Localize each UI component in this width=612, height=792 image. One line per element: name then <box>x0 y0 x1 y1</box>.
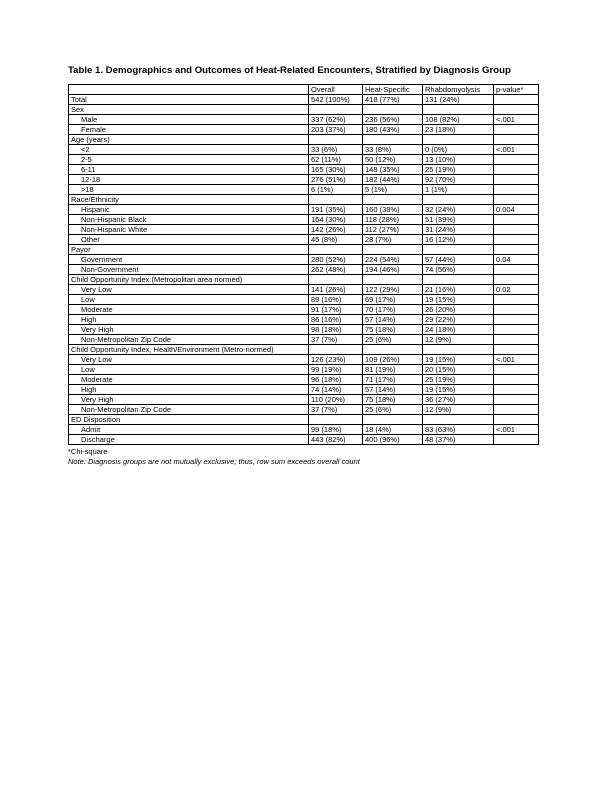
cell-rhabdomyolysis: 32 (24%) <box>423 205 494 215</box>
cell-rhabdomyolysis <box>423 195 494 205</box>
cell-p-value: 0.004 <box>494 205 539 215</box>
row-label: Non-Government <box>69 265 309 275</box>
cell-rhabdomyolysis: 131 (24%) <box>423 95 494 105</box>
table-row <box>69 285 539 295</box>
cell-overall: 91 (17%) <box>309 305 363 315</box>
cell-heat-specific <box>363 415 423 425</box>
row-label: Very High <box>69 395 309 405</box>
table-row <box>69 425 539 435</box>
column-header-label <box>69 85 309 95</box>
table-row <box>69 405 539 415</box>
cell-rhabdomyolysis <box>423 135 494 145</box>
row-label: Age (years) <box>69 135 309 145</box>
row-label: Low <box>69 295 309 305</box>
table-row <box>69 145 539 155</box>
table-section-row <box>69 95 539 105</box>
cell-p-value <box>494 345 539 355</box>
cell-p-value: 0.04 <box>494 255 539 265</box>
cell-p-value <box>494 375 539 385</box>
cell-p-value <box>494 185 539 195</box>
table-row <box>69 125 539 135</box>
cell-heat-specific: 224 (54%) <box>363 255 423 265</box>
cell-heat-specific: 112 (27%) <box>363 225 423 235</box>
row-label: 12-18 <box>69 175 309 185</box>
table-row <box>69 305 539 315</box>
cell-heat-specific: 109 (26%) <box>363 355 423 365</box>
table-row <box>69 205 539 215</box>
cell-heat-specific: 180 (43%) <box>363 125 423 135</box>
cell-heat-specific <box>363 135 423 145</box>
cell-rhabdomyolysis: 23 (18%) <box>423 125 494 135</box>
row-label: Non-Hispanic Black <box>69 215 309 225</box>
cell-p-value <box>494 315 539 325</box>
cell-overall: 99 (18%) <box>309 425 363 435</box>
row-label: Very Low <box>69 355 309 365</box>
cell-p-value <box>494 305 539 315</box>
cell-p-value: <.001 <box>494 355 539 365</box>
table-row <box>69 115 539 125</box>
row-label: Sex <box>69 105 309 115</box>
footnote-note: Note: Diagnosis groups are not mutually exclusive; thus, row sum exceeds overall count <box>68 456 360 466</box>
cell-overall <box>309 345 363 355</box>
cell-p-value <box>494 415 539 425</box>
cell-heat-specific <box>363 105 423 115</box>
row-label: Other <box>69 235 309 245</box>
cell-p-value <box>494 295 539 305</box>
table-row <box>69 315 539 325</box>
cell-rhabdomyolysis: 0 (0%) <box>423 145 494 155</box>
cell-rhabdomyolysis: 24 (18%) <box>423 325 494 335</box>
cell-overall: 98 (18%) <box>309 325 363 335</box>
row-label: Payor <box>69 245 309 255</box>
demographics-table <box>68 84 539 445</box>
cell-heat-specific: 25 (6%) <box>363 335 423 345</box>
row-label: Hispanic <box>69 205 309 215</box>
cell-rhabdomyolysis: 12 (9%) <box>423 335 494 345</box>
table-row <box>69 295 539 305</box>
row-label: >18 <box>69 185 309 195</box>
cell-overall: 62 (11%) <box>309 155 363 165</box>
column-header: p-value* <box>494 85 539 95</box>
cell-overall: 203 (37%) <box>309 125 363 135</box>
cell-p-value <box>494 405 539 415</box>
cell-overall: 86 (16%) <box>309 315 363 325</box>
cell-rhabdomyolysis: 1 (1%) <box>423 185 494 195</box>
table-section-row <box>69 105 539 115</box>
cell-rhabdomyolysis: 19 (15%) <box>423 355 494 365</box>
cell-p-value <box>494 265 539 275</box>
cell-heat-specific: 75 (18%) <box>363 395 423 405</box>
cell-heat-specific <box>363 245 423 255</box>
cell-p-value <box>494 235 539 245</box>
cell-rhabdomyolysis <box>423 345 494 355</box>
table-section-row <box>69 245 539 255</box>
row-label: Moderate <box>69 305 309 315</box>
cell-rhabdomyolysis <box>423 415 494 425</box>
cell-overall: 165 (30%) <box>309 165 363 175</box>
cell-overall: 37 (7%) <box>309 335 363 345</box>
table-title: Table 1. Demographics and Outcomes of Heat-Related Encounters, Stratified by Diagnosis Group <box>68 65 511 76</box>
cell-overall: 96 (18%) <box>309 375 363 385</box>
cell-rhabdomyolysis: 51 (39%) <box>423 215 494 225</box>
cell-p-value <box>494 335 539 345</box>
row-label: Moderate <box>69 375 309 385</box>
row-label: <2 <box>69 145 309 155</box>
cell-rhabdomyolysis <box>423 245 494 255</box>
cell-p-value <box>494 435 539 445</box>
table-row <box>69 155 539 165</box>
cell-heat-specific: 236 (56%) <box>363 115 423 125</box>
cell-overall <box>309 105 363 115</box>
cell-rhabdomyolysis: 16 (12%) <box>423 235 494 245</box>
cell-p-value <box>494 395 539 405</box>
cell-heat-specific: 400 (96%) <box>363 435 423 445</box>
row-label: High <box>69 315 309 325</box>
cell-heat-specific: 71 (17%) <box>363 375 423 385</box>
row-label: ED Disposition <box>69 415 309 425</box>
table-row <box>69 215 539 225</box>
row-label: Low <box>69 365 309 375</box>
row-label: Government <box>69 255 309 265</box>
cell-rhabdomyolysis: 108 (82%) <box>423 115 494 125</box>
cell-heat-specific: 75 (18%) <box>363 325 423 335</box>
row-label: Child Opportunity Index (Metropolitan area normed) <box>69 275 309 285</box>
cell-overall <box>309 135 363 145</box>
table-row <box>69 335 539 345</box>
cell-heat-specific: 118 (28%) <box>363 215 423 225</box>
row-label: 2-5 <box>69 155 309 165</box>
cell-overall <box>309 275 363 285</box>
cell-heat-specific: 70 (17%) <box>363 305 423 315</box>
cell-rhabdomyolysis: 92 (70%) <box>423 175 494 185</box>
cell-heat-specific <box>363 345 423 355</box>
table-row <box>69 255 539 265</box>
cell-p-value <box>494 175 539 185</box>
row-label: Female <box>69 125 309 135</box>
cell-p-value <box>494 215 539 225</box>
cell-overall: 191 (35%) <box>309 205 363 215</box>
column-header: Overall <box>309 85 363 95</box>
row-label: Non-Metropolitan Zip Code <box>69 335 309 345</box>
cell-heat-specific <box>363 195 423 205</box>
cell-p-value: <.001 <box>494 145 539 155</box>
cell-overall: 37 (7%) <box>309 405 363 415</box>
cell-overall <box>309 195 363 205</box>
cell-overall: 276 (51%) <box>309 175 363 185</box>
footnote-chi-square: *Chi-square <box>68 447 108 456</box>
row-label: Very Low <box>69 285 309 295</box>
cell-heat-specific: 25 (6%) <box>363 405 423 415</box>
row-label: Non-Hispanic White <box>69 225 309 235</box>
row-label: Admit <box>69 425 309 435</box>
cell-heat-specific: 5 (1%) <box>363 185 423 195</box>
table-section-row <box>69 275 539 285</box>
header-row <box>69 85 539 95</box>
table-section-row <box>69 135 539 145</box>
cell-overall: 164 (30%) <box>309 215 363 225</box>
cell-rhabdomyolysis: 29 (22%) <box>423 315 494 325</box>
table-row <box>69 225 539 235</box>
row-label: Very High <box>69 325 309 335</box>
table-row <box>69 185 539 195</box>
cell-overall: 280 (52%) <box>309 255 363 265</box>
cell-overall: 542 (100%) <box>309 95 363 105</box>
cell-overall: 33 (6%) <box>309 145 363 155</box>
cell-heat-specific: 69 (17%) <box>363 295 423 305</box>
row-label: Total <box>69 95 309 105</box>
cell-rhabdomyolysis <box>423 105 494 115</box>
column-header: Rhabdomyolysis <box>423 85 494 95</box>
cell-p-value <box>494 135 539 145</box>
table-row <box>69 265 539 275</box>
cell-heat-specific: 160 (38%) <box>363 205 423 215</box>
cell-overall: 6 (1%) <box>309 185 363 195</box>
cell-overall: 126 (23%) <box>309 355 363 365</box>
content-area <box>68 65 542 466</box>
cell-overall: 262 (48%) <box>309 265 363 275</box>
row-label: Discharge <box>69 435 309 445</box>
cell-rhabdomyolysis: 20 (15%) <box>423 365 494 375</box>
table-row <box>69 165 539 175</box>
cell-heat-specific: 148 (35%) <box>363 165 423 175</box>
cell-rhabdomyolysis: 25 (19%) <box>423 165 494 175</box>
cell-rhabdomyolysis: 12 (9%) <box>423 405 494 415</box>
table-section-row <box>69 345 539 355</box>
cell-overall: 89 (16%) <box>309 295 363 305</box>
cell-rhabdomyolysis: 21 (16%) <box>423 285 494 295</box>
cell-p-value <box>494 95 539 105</box>
cell-heat-specific: 50 (12%) <box>363 155 423 165</box>
cell-rhabdomyolysis: 13 (10%) <box>423 155 494 165</box>
cell-p-value <box>494 105 539 115</box>
cell-rhabdomyolysis: 31 (24%) <box>423 225 494 235</box>
cell-p-value <box>494 275 539 285</box>
cell-heat-specific: 28 (7%) <box>363 235 423 245</box>
cell-rhabdomyolysis: 19 (15%) <box>423 295 494 305</box>
cell-rhabdomyolysis: 25 (19%) <box>423 375 494 385</box>
cell-rhabdomyolysis: 83 (63%) <box>423 425 494 435</box>
table-row <box>69 355 539 365</box>
cell-heat-specific: 418 (77%) <box>363 95 423 105</box>
row-label: Child Opportunity Index, Health/Environment (Metro-normed) <box>69 345 309 355</box>
cell-heat-specific: 33 (8%) <box>363 145 423 155</box>
cell-heat-specific: 57 (14%) <box>363 315 423 325</box>
cell-p-value: 0.02 <box>494 285 539 295</box>
cell-rhabdomyolysis: 19 (15%) <box>423 385 494 395</box>
cell-p-value <box>494 195 539 205</box>
cell-p-value <box>494 165 539 175</box>
cell-overall: 99 (19%) <box>309 365 363 375</box>
row-label: Non-Metropolitan Zip Code <box>69 405 309 415</box>
cell-heat-specific <box>363 275 423 285</box>
table-row <box>69 385 539 395</box>
cell-rhabdomyolysis: 36 (27%) <box>423 395 494 405</box>
cell-heat-specific: 57 (14%) <box>363 385 423 395</box>
row-label: Male <box>69 115 309 125</box>
cell-overall <box>309 415 363 425</box>
cell-rhabdomyolysis: 74 (56%) <box>423 265 494 275</box>
table-row <box>69 235 539 245</box>
cell-p-value <box>494 245 539 255</box>
cell-heat-specific: 182 (44%) <box>363 175 423 185</box>
cell-p-value <box>494 155 539 165</box>
cell-p-value <box>494 225 539 235</box>
table-row <box>69 435 539 445</box>
cell-overall: 74 (14%) <box>309 385 363 395</box>
cell-p-value: <.001 <box>494 115 539 125</box>
row-label: High <box>69 385 309 395</box>
column-header: Heat-Specific <box>363 85 423 95</box>
cell-rhabdomyolysis: 26 (20%) <box>423 305 494 315</box>
table-section-row <box>69 415 539 425</box>
cell-overall: 337 (62%) <box>309 115 363 125</box>
cell-overall: 110 (20%) <box>309 395 363 405</box>
cell-heat-specific: 122 (29%) <box>363 285 423 295</box>
footnotes <box>68 447 542 466</box>
cell-p-value <box>494 125 539 135</box>
cell-overall: 142 (26%) <box>309 225 363 235</box>
cell-rhabdomyolysis: 48 (37%) <box>423 435 494 445</box>
cell-heat-specific: 194 (46%) <box>363 265 423 275</box>
cell-overall <box>309 245 363 255</box>
table-row <box>69 375 539 385</box>
table-row <box>69 395 539 405</box>
cell-overall: 45 (8%) <box>309 235 363 245</box>
cell-p-value <box>494 385 539 395</box>
cell-p-value: <.001 <box>494 425 539 435</box>
cell-p-value <box>494 325 539 335</box>
row-label: Race/Ethnicity <box>69 195 309 205</box>
cell-heat-specific: 18 (4%) <box>363 425 423 435</box>
cell-rhabdomyolysis <box>423 275 494 285</box>
cell-p-value <box>494 365 539 375</box>
cell-overall: 141 (26%) <box>309 285 363 295</box>
row-label: 6-11 <box>69 165 309 175</box>
table-row <box>69 325 539 335</box>
table-row <box>69 365 539 375</box>
cell-rhabdomyolysis: 57 (44%) <box>423 255 494 265</box>
table-row <box>69 175 539 185</box>
table-section-row <box>69 195 539 205</box>
cell-overall: 443 (82%) <box>309 435 363 445</box>
cell-heat-specific: 81 (19%) <box>363 365 423 375</box>
